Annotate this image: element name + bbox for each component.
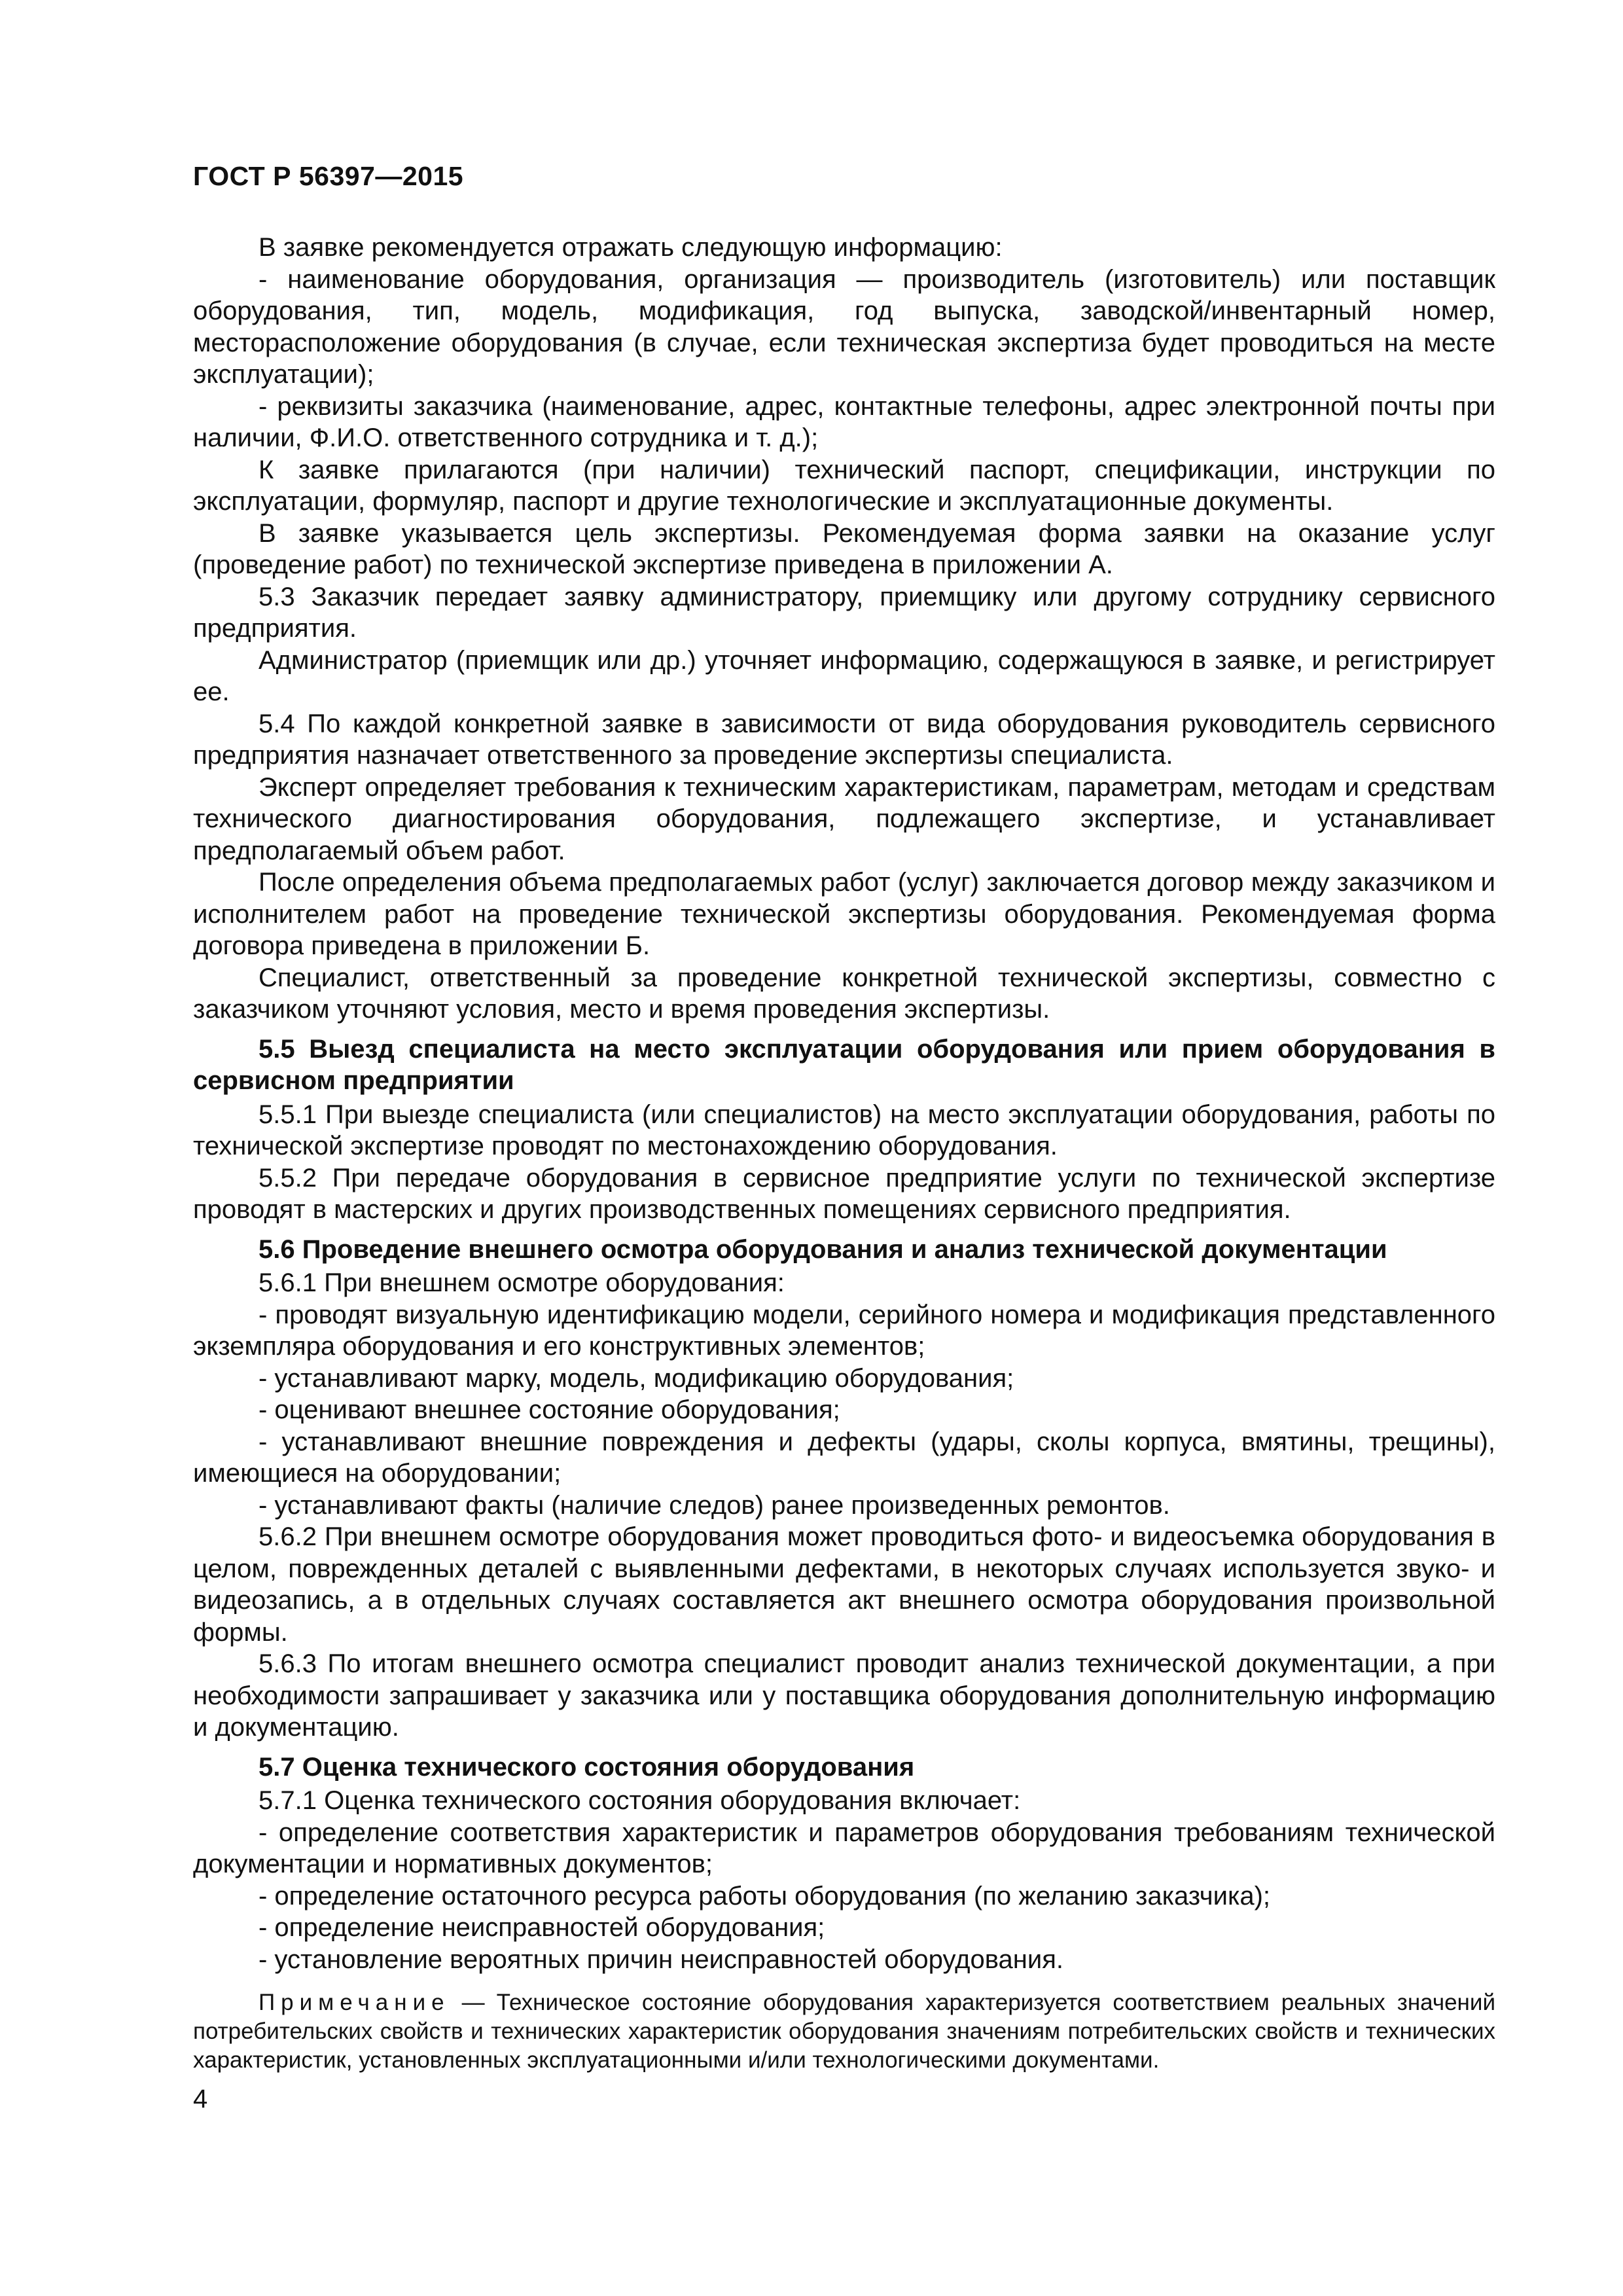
list-item: - проводят визуальную идентификацию модели, серийного номера и модификация представленного экземпляра оборудования и его конструктивных элементов; [193,1300,1495,1361]
paragraph: В заявке рекомендуется отражать следующую информацию: [259,233,1003,262]
section-heading-5-5: 5.5 Выезд специалиста на место эксплуатации оборудования или прием оборудования в сервисном предприятии [193,1034,1495,1095]
list-item: - оценивают внешнее состояние оборудования; [259,1395,840,1424]
note-label: Примечание [259,1990,450,2015]
list-item: - наименование оборудования, организация — производитель (изготовитель) или поставщик оборудования, тип, модель, модификация, год выпуска, заводской/инвентарный номер, месторасположение оборудования (в случае, если техническая экспертиза будет проводиться на месте эксплуатации); [193,264,1495,389]
document-body [193,232,1495,2075]
paragraph: После определения объема предполагаемых работ (услуг) заключается договор между заказчиком и исполнителем работ на проведение технической экспертизы оборудования. Рекомендуемая форма договора приведена в приложении Б. [193,868,1495,960]
list-item: - устанавливают факты (наличие следов) ранее произведенных ремонтов. [259,1490,1170,1520]
list-item: - устанавливают марку, модель, модификацию оборудования; [259,1363,1014,1393]
clause-5-6-1: 5.6.1 При внешнем осмотре оборудования: [259,1268,785,1297]
clause-5-5-2: 5.5.2 При передаче оборудования в сервисное предприятие услуги по технической экспертизе проводят в мастерских и других производственных помещениях сервисного предприятия. [193,1163,1495,1224]
paragraph: К заявке прилагаются (при наличии) технический паспорт, спецификации, инструкции по эксплуатации, формуляр, паспорт и другие технологические и эксплуатационные документы. [193,455,1495,516]
paragraph: В заявке указывается цель экспертизы. Рекомендуемая форма заявки на оказание услуг (проведение работ) по технической экспертизе приведена в приложении А. [193,518,1495,579]
section-heading-5-7: 5.7 Оценка технического состояния оборудования [259,1752,915,1782]
page-number: 4 [193,2085,208,2113]
list-item: - реквизиты заказчика (наименование, адрес, контактные телефоны, адрес электронной почты при наличии, Ф.И.О. ответственного сотрудника и т. д.); [193,391,1495,452]
paragraph: Эксперт определяет требования к техническим характеристикам, параметрам, методам и средствам технического диагностирования оборудования, подлежащего экспертизе, и устанавливает предполагаемый объем работ. [193,772,1495,865]
clause-5-7-1: 5.7.1 Оценка технического состояния оборудования включает: [259,1786,1021,1815]
list-item: - определение соответствия характеристик и параметров оборудования требованиям технической документации и нормативных документов; [193,1818,1495,1878]
paragraph: Специалист, ответственный за проведение конкретной технической экспертизы, совместно с заказчиком уточняют условия, место и время проведения экспертизы. [193,963,1495,1024]
list-item: - устанавливают внешние повреждения и дефекты (удары, сколы корпуса, вмятины, трещины), имеющиеся на оборудовании; [193,1427,1495,1488]
list-item: - определение неисправностей оборудования; [259,1913,825,1942]
clause-5-3: 5.3 Заказчик передает заявку администратору, приемщику или другому сотруднику сервисного предприятия. [193,582,1495,643]
note [193,1988,1495,2075]
list-item: - определение остаточного ресурса работы оборудования (по желанию заказчика); [259,1881,1271,1910]
document-header: ГОСТ Р 56397—2015 [193,161,464,191]
paragraph: Администратор (приемщик или др.) уточняет информацию, содержащуюся в заявке, и регистрирует ее. [193,645,1495,706]
clause-5-6-2: 5.6.2 При внешнем осмотре оборудования может проводиться фото- и видеосъемка оборудования в целом, поврежденных деталей с выявленными дефектами, в некоторых случаях используется звуко- и видеозапись, а в отдельных случаях составляется акт внешнего осмотра оборудования произвольной формы. [193,1522,1495,1647]
clause-5-4: 5.4 По каждой конкретной заявке в зависимости от вида оборудования руководитель сервисного предприятия назначает ответственного за проведение экспертизы специалиста. [193,709,1495,770]
note-text: — Техническое состояние оборудования характеризуется соответствием реальных значений потребительских свойств и технических характеристик оборудования значениям потребительских свойств и технических характеристик, установленных эксплуатационными и/или технологическими документами. [193,1990,1495,2073]
section-heading-5-6: 5.6 Проведение внешнего осмотра оборудования и анализ технической документации [259,1234,1387,1264]
list-item: - установление вероятных причин неисправностей оборудования. [259,1945,1063,1974]
clause-5-5-1: 5.5.1 При выезде специалиста (или специалистов) на место эксплуатации оборудования, работы по технической экспертизе проводят по местонахождению оборудования. [193,1100,1495,1160]
clause-5-6-3: 5.6.3 По итогам внешнего осмотра специалист проводит анализ технической документации, а при необходимости запрашивает у заказчика или у поставщика оборудования дополнительную информацию и документацию. [193,1649,1495,1742]
